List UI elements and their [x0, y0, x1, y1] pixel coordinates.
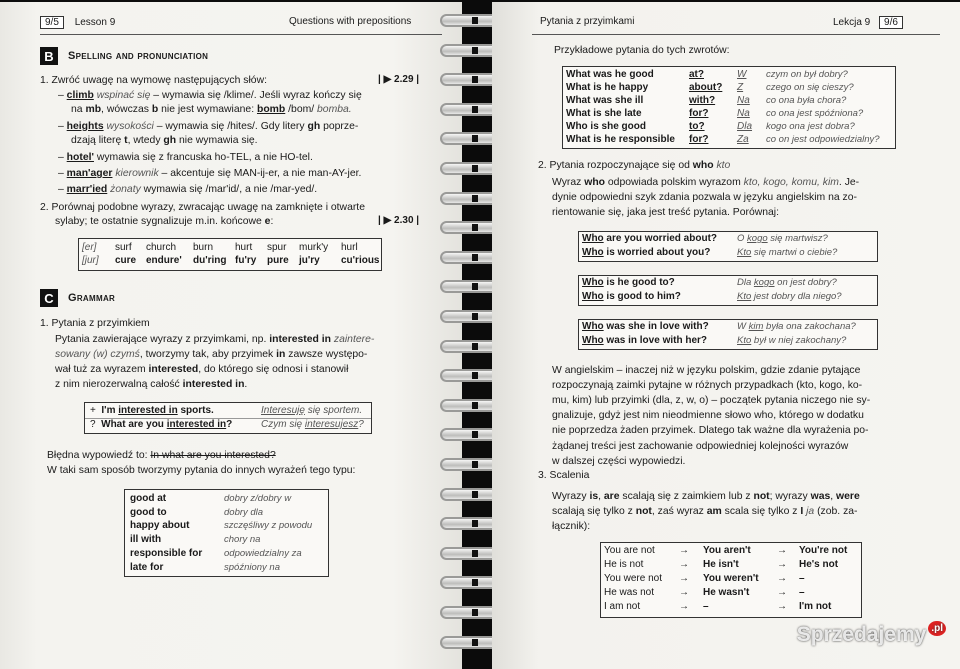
- translation-cell: co on jest odpowiedzialny?: [766, 134, 880, 145]
- contraction-cell: You weren't: [703, 573, 759, 584]
- pl-prefix: W: [737, 321, 749, 332]
- compare-polish: [737, 233, 828, 245]
- question-word-who: Who: [582, 246, 604, 258]
- question-word-who: Who: [582, 233, 604, 244]
- section-c-heading: [40, 289, 115, 307]
- right-page-number: 9/6: [879, 16, 903, 29]
- left-page: [0, 2, 462, 669]
- question-cell: What is she late: [566, 108, 642, 119]
- hotel-line: – hotel' wymawia się z francuska ho-TEL, a nie HO-tel.: [58, 152, 313, 163]
- compare-english: [582, 291, 681, 303]
- translation-cell: czym on był dobry?: [766, 69, 848, 80]
- section-c-badge: C: [40, 289, 58, 307]
- paragraph-line: W angielskim – inaczej niż w języku polskim, gdzie zdanie pytające: [552, 365, 861, 376]
- compare-english: [582, 233, 717, 245]
- grammar-p3: wał tuż za wyrazem interested, do którego się odnosi i stanowił: [55, 364, 349, 375]
- contraction-cell: I am not: [604, 601, 641, 612]
- contraction-cell: →: [777, 573, 787, 584]
- binding-spine: [462, 0, 492, 669]
- contraction-cell: →: [777, 545, 787, 556]
- grammar-p1: Pytania zawierające wyrazy z przyimkami, np. interested in zaintere-: [55, 334, 375, 345]
- section-b-heading: [40, 47, 208, 65]
- watermark: Sprzedajemy $^{.pl}$: [797, 623, 946, 647]
- pl-rest: była ona zakochana?: [763, 321, 856, 332]
- section-b-badge: B: [40, 47, 58, 65]
- preposition-cell: with?: [689, 95, 716, 106]
- who-point: 2. Pytania rozpoczynające się od who kto: [538, 160, 731, 171]
- contraction-cell: →: [679, 573, 689, 584]
- contraction-cell: You're not: [799, 545, 848, 556]
- example-box: [84, 402, 372, 434]
- right-header-rule: [532, 34, 940, 35]
- pl-rest: był w niej zakochany?: [751, 334, 847, 346]
- preposition-cell: for?: [689, 134, 709, 145]
- question-rest: is he good to?: [603, 277, 675, 288]
- who-p2: dynie odpowiedni szyk zdania pozwala w języku angielskim na zo-: [552, 192, 857, 203]
- climb-line: – climb wspinać się – wymawia się /klime/. Jeśli wyraz kończy się: [58, 90, 362, 101]
- table-cell-en: good to: [130, 506, 167, 518]
- page-topic: Questions with prepositions: [289, 16, 412, 27]
- heights-line2: dzają literę t, wtedy gh nie wymawia się.: [71, 135, 258, 146]
- paragraph-line: gnalizuje, gdyż jest nim nieodmienne słowo who, którego w dodatku: [552, 410, 864, 422]
- pl-pronoun: Kto: [737, 290, 752, 302]
- header-rule: [40, 34, 442, 35]
- grammar-point-1: 1. Pytania z przyimkiem: [40, 318, 150, 329]
- pron-intro: 1. Zwróć uwagę na wymowę następujących słów:: [40, 75, 267, 86]
- er-ur-table: [er] surf church burn hurt spur murk'y hurl [jur] cure endure' du'ring fu'ry pure ju'ry cu'rious: [78, 238, 382, 271]
- pl-preposition-cell: Dla: [737, 121, 753, 132]
- compare-box-good: [578, 275, 878, 306]
- table-cell-pl: dobry dla: [224, 506, 264, 518]
- contraction-cell: I'm not: [799, 601, 832, 612]
- pl-preposition-cell: Na: [737, 95, 750, 106]
- preposition-cell: about?: [689, 82, 723, 93]
- contraction-cell: →: [679, 545, 689, 556]
- compare-box-love: [578, 319, 878, 350]
- question-word-who: Who: [582, 334, 604, 346]
- contractions-table: [600, 542, 862, 618]
- compare-polish: [737, 277, 837, 289]
- contraction-cell: →: [777, 601, 787, 612]
- table-cell-pl: odpowiedzialny za: [224, 547, 302, 559]
- preposition-cell: at?: [689, 69, 704, 80]
- same-way-text: W taki sam sposób tworzymy pytania do innych wyrażeń tego typu:: [47, 465, 356, 476]
- married-line: – marr'ied żonaty wymawia się /mar'id/, a nie /mar-yed/.: [58, 184, 318, 195]
- compare-english: [582, 247, 710, 259]
- adjective-preposition-table: [124, 489, 329, 577]
- pl-rest: jest dobry dla niego?: [751, 290, 842, 302]
- compare-intro: 2. Porównaj podobne wyrazy, zwracając uwagę na zamknięte i otwarte: [40, 202, 365, 213]
- question-rest: is good to him?: [603, 290, 681, 302]
- compare-polish: [737, 291, 842, 303]
- paragraph-line: w dalszej części wypowiedzi.: [552, 455, 686, 467]
- section-c-title: Grammar: [68, 292, 116, 304]
- pl-pronoun: kogo: [753, 277, 775, 288]
- left-header: [40, 16, 115, 29]
- pl-pronoun: kim: [748, 321, 764, 332]
- compare-polish: [737, 335, 846, 347]
- compare-english: [582, 321, 709, 333]
- who-p1: Wyraz who odpowiada polskim wyrazom kto, kogo, komu, kim. Je-: [552, 177, 860, 188]
- pl-preposition-cell: Z: [737, 82, 744, 93]
- pl-rest: się martwisz?: [767, 233, 828, 244]
- grammar-p2: sowany (w) czymś, tworzymy tak, aby przyimek in zawsze występo-: [55, 349, 368, 360]
- contraction-cell: →: [679, 587, 689, 598]
- compare-english: [582, 335, 707, 347]
- lesson-label: Lesson 9: [74, 17, 116, 28]
- example-question: ? What are you interested in?: [90, 419, 233, 430]
- compare-intro2: sylaby; te ostatnie sygnalizuje m.in. końcowe e:: [55, 216, 274, 227]
- heights-line: – heights wysokości – wymawia się /hites/. Gdy litery gh poprze-: [58, 121, 359, 132]
- example-question-pl: Czym się interesujesz?: [261, 419, 364, 430]
- contraction-cell: →: [777, 559, 787, 570]
- contraction-cell: →: [679, 601, 689, 612]
- pl-prefix: Dla: [737, 277, 754, 288]
- climb-line2: na mb, wówczas b nie jest wymawiane: bomb /bom/ bomba.: [71, 104, 352, 115]
- table-cell-pl: dobry z/dobry w: [224, 493, 292, 504]
- table-cell-pl: szczęśliwy z powodu: [224, 520, 313, 532]
- translation-cell: kogo ona jest dobra?: [766, 121, 855, 132]
- pl-prefix: O: [737, 233, 748, 244]
- question-word-who: Who: [582, 277, 604, 288]
- example-questions-intro: Przykładowe pytania do tych zwrotów:: [554, 45, 730, 56]
- who-p3: rientowanie się, jaka jest treść pytania. Porównaj:: [552, 207, 779, 218]
- preposition-cell: for?: [689, 108, 709, 119]
- question-cell: What was he good: [566, 69, 654, 80]
- contraction-cell: You were not: [604, 573, 663, 584]
- contraction-cell: You aren't: [703, 545, 751, 556]
- contraction-cell: →: [777, 587, 787, 598]
- table-cell-en: good at: [130, 493, 167, 504]
- contraction-cell: He was not: [604, 587, 655, 598]
- paragraph-line: mu, kim) lub przyimki (dla, z, w, o) – początek pytania niczego nie sy-: [552, 395, 871, 407]
- audio-ref-229: | ▶ 2.29 |: [378, 74, 420, 85]
- question-table: [562, 66, 896, 149]
- contraction-cell: He is not: [604, 559, 644, 570]
- pl-preposition-cell: Na: [737, 108, 750, 119]
- pl-rest: się martwi o ciebie?: [751, 246, 838, 258]
- table-cell-en: late for: [130, 561, 164, 573]
- example-affirmative-pl: Interesuję się sportem.: [261, 405, 363, 416]
- page-number: 9/5: [40, 16, 64, 29]
- pl-pronoun: kogo: [747, 233, 768, 244]
- contraction-cell: –: [799, 573, 805, 584]
- pl-pronoun: Kto: [737, 334, 752, 346]
- contractions-point: 3. Scalenia: [538, 470, 590, 481]
- pl-rest: on jest dobry?: [774, 277, 837, 288]
- question-cell: What is he happy: [566, 82, 649, 93]
- contraction-cell: He wasn't: [703, 587, 750, 598]
- compare-polish: [737, 321, 856, 333]
- translation-cell: czego on się cieszy?: [766, 82, 854, 93]
- preposition-cell: to?: [689, 121, 705, 132]
- compare-box-worried: [578, 231, 878, 262]
- contraction-cell: –: [799, 587, 805, 598]
- pl-pronoun: Kto: [737, 246, 752, 258]
- audio-ref-230: | ▶ 2.30 |: [378, 215, 420, 226]
- contraction-cell: –: [703, 601, 709, 612]
- question-rest: are you worried about?: [603, 233, 718, 244]
- translation-cell: co ona była chora?: [766, 95, 847, 106]
- contractions-p2: scalają się tylko z not, zaś wyraz am scala się tylko z I ja (zob. za-: [552, 506, 858, 517]
- right-page-topic: Pytania z przyimkami: [540, 16, 635, 27]
- paragraph-line: nie poprzedza żaden przyimek. Dlatego tak ważne dla wyrażenia po-: [552, 425, 869, 437]
- contractions-p1: Wyrazy is, are scalają się z zaimkiem lub z not; wyrazy was, were: [552, 491, 860, 502]
- pl-preposition-cell: Za: [737, 134, 749, 145]
- contraction-cell: He isn't: [703, 559, 739, 570]
- pl-preposition-cell: W: [737, 69, 747, 80]
- translation-cell: co ona jest spóźniona?: [766, 108, 864, 119]
- contractions-p3: łącznik):: [552, 521, 591, 532]
- question-word-who: Who: [582, 321, 604, 332]
- right-header: [833, 16, 903, 29]
- compare-english: [582, 277, 675, 289]
- paragraph-line: żądanej treści jest zachowanie odpowiedniej kolejności wyrazów: [552, 440, 849, 452]
- table-cell-en: ill with: [130, 534, 162, 546]
- grammar-p4: z nim nierozerwalną całość interested in.: [55, 379, 248, 390]
- paragraph-line: rozpoczynają zaimki pytajne w różnych przypadkach (kto, kogo, ko-: [552, 380, 863, 392]
- question-rest: was in love with her?: [603, 334, 708, 346]
- section-b-title: Spelling and pronunciation: [68, 50, 209, 62]
- table-cell-pl: spóźniony na: [224, 561, 280, 573]
- manager-line: – man'ager kierownik – akcentuje się MAN-ij-er, a nie man-AY-jer.: [58, 168, 362, 179]
- wrong-form: Błędna wypowiedź to: In what are you interested?: [47, 450, 276, 461]
- question-cell: What was she ill: [566, 95, 644, 106]
- table-cell-pl: chory na: [224, 534, 261, 546]
- right-lesson-label: Lekcja 9: [833, 17, 871, 28]
- question-rest: was she in love with?: [603, 321, 709, 332]
- table-cell-en: responsible for: [130, 547, 203, 559]
- contraction-cell: You are not: [604, 545, 655, 556]
- question-rest: is worried about you?: [603, 246, 711, 258]
- right-page: [492, 2, 960, 669]
- table-cell-en: happy about: [130, 520, 190, 532]
- question-cell: What is he responsible: [566, 134, 675, 145]
- question-word-who: Who: [582, 290, 604, 302]
- example-affirmative: + I'm interested in sports.: [90, 405, 214, 416]
- question-cell: Who is she good: [566, 121, 646, 132]
- compare-polish: [737, 247, 837, 259]
- contraction-cell: He's not: [799, 559, 839, 570]
- contraction-cell: →: [679, 559, 689, 570]
